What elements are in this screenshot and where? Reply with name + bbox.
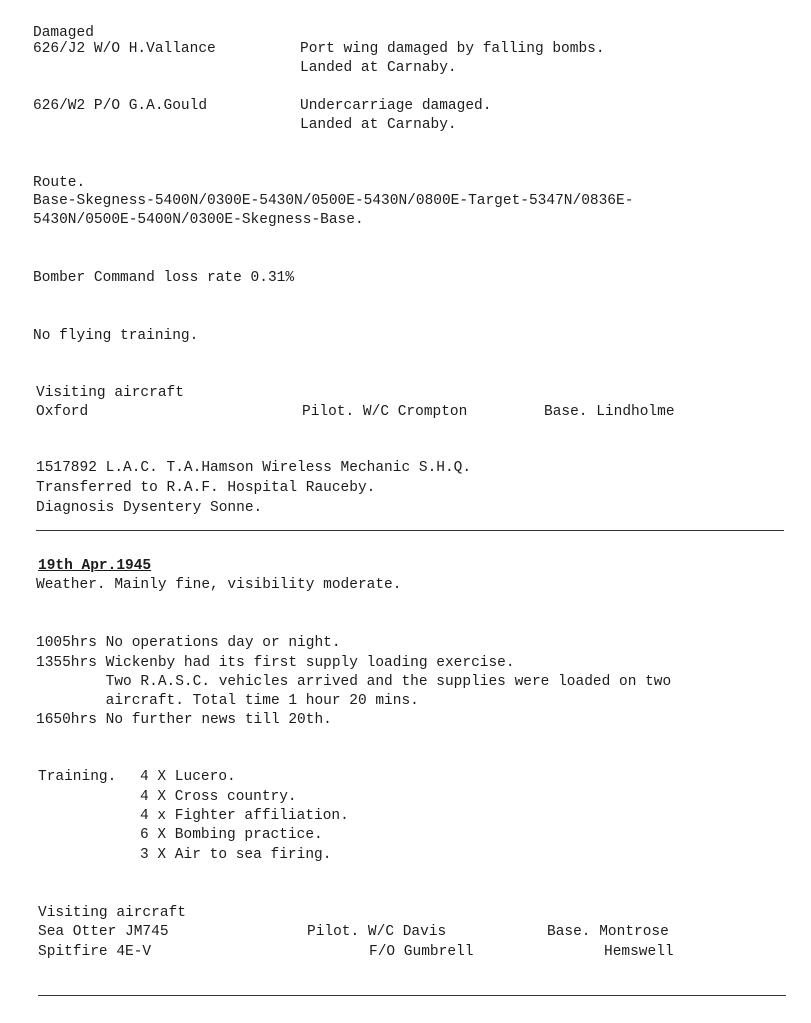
damaged-crew: 626/W2 P/O G.A.Gould — [33, 98, 208, 114]
entry-date: 19th Apr.1945 — [38, 558, 152, 574]
training-label: Training. — [38, 769, 117, 785]
log-line: 1005hrs No operations day or night. — [36, 635, 341, 651]
route-line: Base-Skegness-5400N/0300E-5430N/0500E-5430N/0800E-Target-5347N/0836E- — [33, 193, 634, 209]
training-item: 6 X Bombing practice. — [140, 827, 323, 843]
damaged-note: Port wing damaged by falling bombs. — [300, 41, 605, 57]
log-line: 1355hrs Wickenby had its first supply loading exercise. — [36, 655, 515, 671]
training-item: 4 X Cross country. — [140, 789, 297, 805]
damaged-note: Landed at Carnaby. — [300, 117, 457, 133]
hospital-line: Transferred to R.A.F. Hospital Rauceby. — [36, 480, 376, 496]
visiting-heading: Visiting aircraft — [36, 385, 184, 401]
log-line: Two R.A.S.C. vehicles arrived and the supplies were loaded on two — [36, 674, 672, 690]
visiting-pilot: Pilot. W/C Crompton — [302, 404, 468, 420]
training-item: 3 X Air to sea firing. — [140, 847, 332, 863]
route-heading: Route. — [33, 175, 86, 191]
damaged-note: Landed at Carnaby. — [300, 60, 457, 76]
visiting-base: Base. Lindholme — [544, 404, 675, 420]
hospital-line: 1517892 L.A.C. T.A.Hamson Wireless Mechanic S.H.Q. — [36, 460, 472, 476]
log-line: 1650hrs No further news till 20th. — [36, 712, 332, 728]
loss-rate: Bomber Command loss rate 0.31% — [33, 270, 295, 286]
visiting-aircraft: Oxford — [36, 404, 89, 420]
visiting-aircraft: Sea Otter JM745 — [38, 924, 169, 940]
route-line: 5430N/0500E-5400N/0300E-Skegness-Base. — [33, 212, 364, 228]
visiting-pilot: Pilot. W/C Davis — [307, 924, 447, 940]
visiting-heading: Visiting aircraft — [38, 905, 186, 921]
damaged-note: Undercarriage damaged. — [300, 98, 492, 114]
damaged-heading: Damaged — [33, 25, 94, 41]
hospital-line: Diagnosis Dysentery Sonne. — [36, 500, 263, 516]
section-divider — [36, 530, 784, 531]
damaged-crew: 626/J2 W/O H.Vallance — [33, 41, 216, 57]
visiting-aircraft: Spitfire 4E-V — [38, 944, 152, 960]
visiting-base: Base. Montrose — [547, 924, 669, 940]
training-item: 4 X Lucero. — [140, 769, 236, 785]
weather-line: Weather. Mainly fine, visibility moderate. — [36, 577, 402, 593]
training-item: 4 x Fighter affiliation. — [140, 808, 349, 824]
no-training-note: No flying training. — [33, 328, 199, 344]
visiting-pilot: F/O Gumbrell — [369, 944, 474, 960]
visiting-base: Hemswell — [604, 944, 674, 960]
section-divider — [38, 995, 786, 996]
log-line: aircraft. Total time 1 hour 20 mins. — [36, 693, 419, 709]
